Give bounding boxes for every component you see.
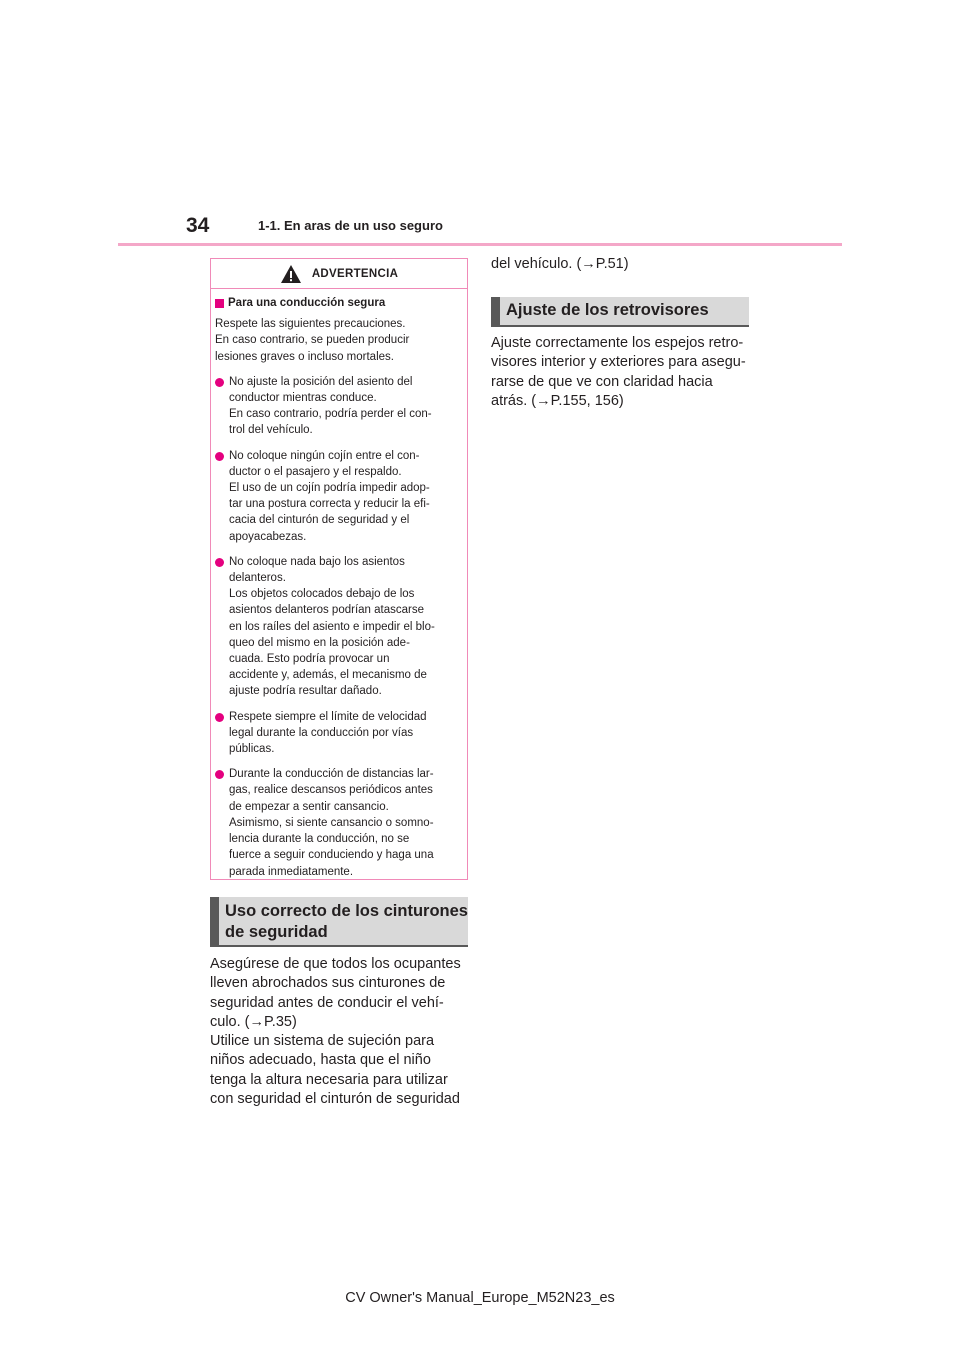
warning-header bbox=[211, 259, 467, 289]
round-bullet-icon bbox=[215, 558, 224, 567]
warning-item-text: No coloque nada bajo los asientos delanteros. Los objetos colocados debajo de los asientos delanteros podrían atascarse en los raíles del asiento e impedir el blo- queo del mismo en la posición ade- cuada. Esto podría provocar un accidente y, además, el mecanismo de ajuste podría resultar dañado. bbox=[229, 555, 435, 698]
seatbelts-heading: Uso correcto de los cinturones de seguridad bbox=[210, 897, 468, 947]
round-bullet-icon bbox=[215, 452, 224, 461]
warning-body bbox=[211, 289, 467, 880]
warning-item bbox=[215, 766, 461, 879]
warning-item bbox=[215, 448, 461, 545]
warning-subheading bbox=[215, 295, 461, 311]
warning-subheading-text: Para una conducción segura bbox=[228, 297, 386, 309]
footer: CV Owner's Manual_Europe_M52N23_es bbox=[345, 1290, 615, 1306]
warning-item bbox=[215, 554, 461, 700]
warning-item-text: Durante la conducción de distancias lar- gas, realice descansos periódicos antes de empezar a sentir cansancio. Asimismo, si siente cansancio o somno- lencia durante la conducción, no se fuerce a seguir conduciendo y haga una parada inmediatamente. bbox=[229, 768, 434, 878]
warning-title: ADVERTENCIA bbox=[311, 267, 399, 280]
warning-item-text: No ajuste la posición del asiento del conductor mientras conduce. En caso contrario, podría perder el con- trol del vehículo. bbox=[229, 375, 432, 437]
page-number: 34 bbox=[186, 214, 210, 237]
warning-intro: Respete las siguientes precauciones. En caso contrario, se pueden producir lesiones graves o incluso mortales. bbox=[215, 318, 410, 363]
warning-item-text: No coloque ningún cojín entre el con- ductor o el pasajero y el respaldo. El uso de un cojín podría impedir adop- tar una postura correcta y reducir la efi- cacia del cinturón de seguridad y el apoyacabezas. bbox=[229, 449, 430, 543]
section-label: 1-1. En aras de un uso seguro bbox=[258, 218, 443, 233]
header-rule bbox=[118, 243, 842, 246]
round-bullet-icon bbox=[215, 713, 224, 722]
mirrors-text: Ajuste correctamente los espejos retro- visores interior y exteriores para asegu- rarse de que ve con claridad hacia atrás. (→P.155, 156) bbox=[491, 335, 746, 409]
warning-triangle-icon bbox=[280, 264, 302, 284]
mirrors-heading: Ajuste de los retrovisores bbox=[491, 297, 749, 327]
warning-item bbox=[215, 709, 461, 758]
warning-box bbox=[210, 258, 468, 880]
round-bullet-icon bbox=[215, 378, 224, 387]
warning-item bbox=[215, 374, 461, 439]
continued-text: del vehículo. (→P.51) bbox=[491, 256, 629, 272]
seatbelts-text: Asegúrese de que todos los ocupantes lleven abrochados sus cinturones de seguridad antes de conducir el vehí- culo. (→P.35) Utilice un sistema de sujeción para niños adecuado, hasta que el niño tenga la altura necesaria para utilizar con seguridad el cinturón de seguridad bbox=[210, 956, 461, 1108]
round-bullet-icon bbox=[215, 770, 224, 779]
square-bullet-icon bbox=[215, 299, 224, 308]
warning-item-text: Respete siempre el límite de velocidad legal durante la conducción por vías públicas. bbox=[229, 710, 427, 756]
